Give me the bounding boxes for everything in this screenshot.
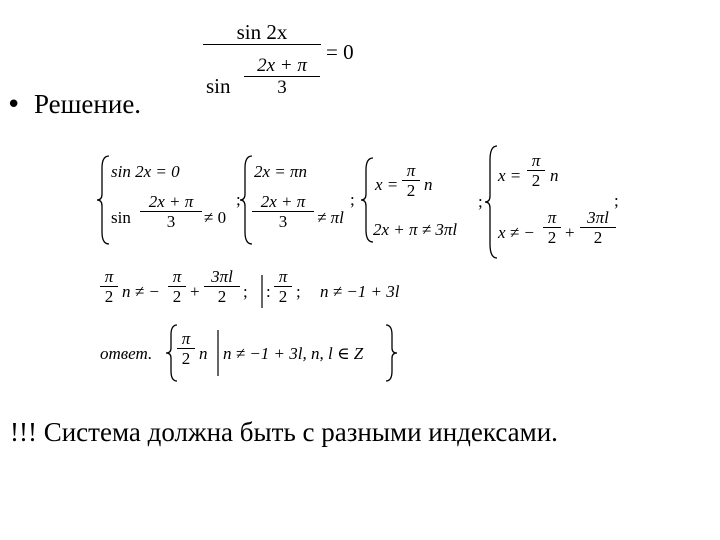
- line2-f4-num: π: [278, 267, 288, 286]
- line2-fraction2: [168, 268, 186, 305]
- system2-sep: ;: [350, 190, 355, 209]
- line2-f3-num: 3πl: [211, 267, 233, 286]
- system1-row2-sin: sin: [111, 208, 131, 227]
- line2-f4-den: 2: [278, 287, 288, 306]
- system4-row2-fraction2: [580, 209, 616, 246]
- line2-fraction3: [204, 268, 240, 305]
- system2-row2-fraction: [252, 193, 314, 230]
- system2-row2-den: 3: [278, 212, 288, 231]
- line2-f1-den: 2: [104, 287, 114, 306]
- line2-a: n ≠ −: [122, 282, 160, 301]
- line2-fraction4: [274, 268, 292, 305]
- system4-row2-plus: +: [565, 223, 575, 242]
- bullet: •: [6, 90, 22, 120]
- system3-row2: 2x + π ≠ 3πl: [373, 220, 458, 239]
- system1-row1: sin 2x = 0: [111, 162, 180, 181]
- system3-row1-den: 2: [406, 181, 416, 200]
- line2-sep1: ;: [243, 282, 248, 301]
- line2-divide-colon: :: [266, 282, 271, 301]
- line2-sep2: ;: [296, 282, 301, 301]
- line2-f3-den: 2: [217, 287, 227, 306]
- brace-system1: [97, 156, 109, 244]
- line2-plus: +: [190, 282, 200, 301]
- answer-f-den: 2: [181, 349, 191, 368]
- system4-row2-f1-num: π: [547, 208, 557, 227]
- system1-row2-den: 3: [166, 212, 176, 231]
- system4-row2-f2-den: 2: [593, 228, 603, 247]
- line2-f1-num: π: [104, 267, 114, 286]
- system1-row2-fraction: [140, 193, 202, 230]
- system4-row1-fraction: [527, 152, 545, 189]
- equation-den-den: 3: [277, 77, 287, 98]
- system4-row2-lhs: x ≠ −: [498, 223, 535, 242]
- equation-den-sin: sin: [206, 74, 231, 98]
- system1-row2-rel: ≠ 0: [204, 208, 227, 227]
- line2-f2-den: 2: [172, 287, 182, 306]
- system2-row2-rel: ≠ πl: [317, 208, 344, 227]
- system4-row1-den: 2: [531, 171, 541, 190]
- answer-n: n: [199, 344, 208, 363]
- system3-sep: ;: [478, 192, 483, 211]
- system3-row1-rhs: n: [424, 175, 433, 194]
- answer-f-num: π: [181, 329, 191, 348]
- brace-answer-right: [386, 325, 397, 381]
- equation-den-num: 2x + π: [257, 55, 307, 76]
- answer-label: ответ.: [100, 344, 153, 363]
- system4-row2-f1-den: 2: [547, 228, 557, 247]
- answer-condition: n ≠ −1 + 3l, n, l ∈ Z: [223, 344, 364, 363]
- system1-row2-num: 2x + π: [148, 192, 194, 211]
- solution-label: Решение.: [34, 89, 142, 119]
- system4-sep: ;: [614, 191, 619, 210]
- note-text: !!! Система должна быть с разными индексами.: [10, 417, 558, 447]
- brace-system2: [240, 156, 252, 244]
- line2-result: n ≠ −1 + 3l: [320, 282, 400, 301]
- equation-numerator: sin 2x: [236, 20, 288, 44]
- system4-row1-num: π: [531, 151, 541, 170]
- system3-row1-lhs: x =: [375, 175, 399, 194]
- line2-fraction1: [100, 268, 118, 305]
- system2-row1: 2x = πn: [254, 162, 308, 181]
- brace-answer-left: [166, 325, 177, 381]
- line2-f2-num: π: [172, 267, 182, 286]
- equation-rhs: = 0: [326, 40, 354, 64]
- brace-system4: [485, 146, 497, 258]
- system1-sep: ;: [236, 190, 241, 209]
- system4-row2-fraction1: [543, 209, 561, 246]
- system4-row1-rhs: n: [550, 166, 559, 185]
- brace-system3: [361, 158, 373, 242]
- answer-fraction: [177, 330, 195, 367]
- system2-row2-num: 2x + π: [260, 192, 306, 211]
- system3-row1-fraction: [402, 162, 420, 199]
- system4-row1-lhs: x =: [498, 166, 522, 185]
- system4-row2-f2-num: 3πl: [587, 208, 609, 227]
- system3-row1-num: π: [406, 161, 416, 180]
